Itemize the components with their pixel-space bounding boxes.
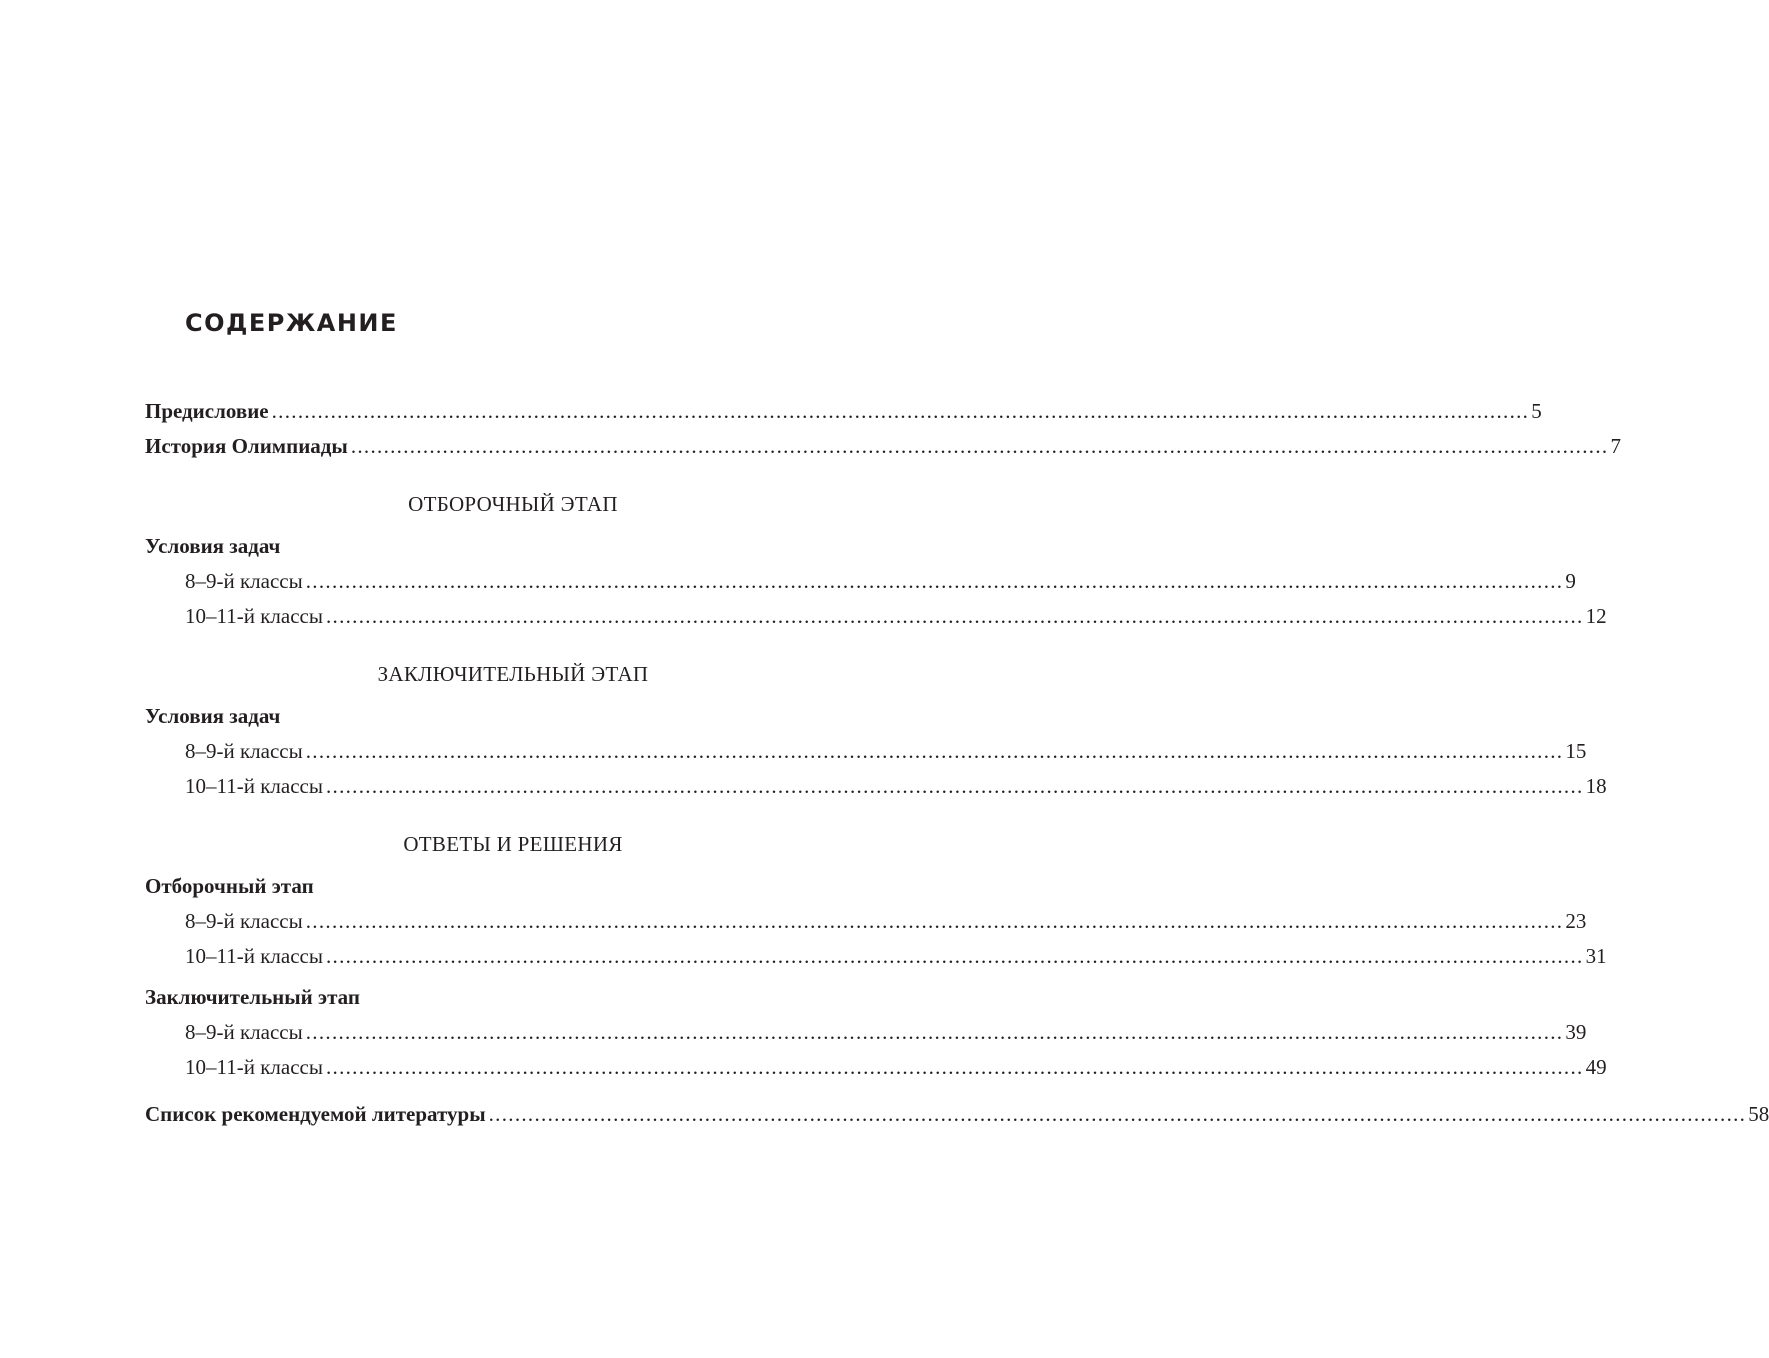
toc-entry[interactable] [185, 941, 1607, 971]
dot-leader: ................................................................................................................................................................................................ [305, 909, 1564, 933]
group-heading-selection-stage: Отборочный этап [145, 874, 314, 898]
toc-entry-label: 10–11-й классы [185, 944, 323, 968]
dot-leader: ................................................................................................................................................................................................ [305, 1020, 1564, 1044]
toc-entry-label: 10–11-й классы [185, 604, 323, 628]
toc-entry-bibliography[interactable] [145, 1099, 1769, 1129]
toc-entry-label: 8–9-й классы [185, 569, 303, 593]
dot-leader: ................................................................................................................................................................................................ [325, 944, 1584, 968]
toc-entry[interactable] [185, 601, 1607, 631]
toc-entry[interactable] [185, 771, 1607, 801]
dot-leader: ................................................................................................................................................................................................ [350, 434, 1609, 458]
toc-page-number: 9 [1565, 569, 1576, 593]
toc-page-number: 18 [1585, 774, 1607, 798]
toc-entry-label: 8–9-й классы [185, 1020, 303, 1044]
toc-page-number: 23 [1565, 909, 1587, 933]
toc-entry[interactable] [185, 1052, 1607, 1082]
dot-leader: ................................................................................................................................................................................................ [271, 399, 1530, 423]
group-heading-problems: Условия задач [145, 534, 281, 558]
toc-page-number: 12 [1585, 604, 1607, 628]
toc-page-number: 5 [1531, 399, 1542, 423]
dot-leader: ................................................................................................................................................................................................ [488, 1102, 1747, 1126]
toc-entry-label: 10–11-й классы [185, 774, 323, 798]
page-title: СОДЕРЖАНИЕ [185, 309, 398, 337]
dot-leader: ................................................................................................................................................................................................ [305, 739, 1564, 763]
section-heading-final: ЗАКЛЮЧИТЕЛЬНЫЙ ЭТАП [377, 662, 649, 686]
toc-entry[interactable] [185, 566, 1576, 596]
toc-entry-label: 8–9-й классы [185, 739, 303, 763]
toc-page-number: 31 [1585, 944, 1607, 968]
toc-entry[interactable] [185, 736, 1587, 766]
toc-page-number: 49 [1585, 1055, 1607, 1079]
toc-page-number: 7 [1610, 434, 1621, 458]
section-heading-answers: ОТВЕТЫ И РЕШЕНИЯ [403, 832, 623, 856]
dot-leader: ................................................................................................................................................................................................ [325, 1055, 1584, 1079]
group-heading-final-stage: Заключительный этап [145, 985, 360, 1009]
toc-entry-label: Предисловие [145, 399, 269, 423]
group-heading-problems: Условия задач [145, 704, 281, 728]
toc-entry-history[interactable] [145, 431, 1621, 461]
toc-page-number: 39 [1565, 1020, 1587, 1044]
toc-entry-preface[interactable] [145, 396, 1542, 426]
dot-leader: ................................................................................................................................................................................................ [305, 569, 1564, 593]
dot-leader: ................................................................................................................................................................................................ [325, 604, 1584, 628]
toc-entry-label: История Олимпиады [145, 434, 348, 458]
toc-entry-label: Список рекомендуемой литературы [145, 1102, 486, 1126]
toc-page-number: 58 [1748, 1102, 1769, 1126]
toc-entry[interactable] [185, 906, 1587, 936]
dot-leader: ................................................................................................................................................................................................ [325, 774, 1584, 798]
toc-page-number: 15 [1565, 739, 1587, 763]
toc-entry-label: 10–11-й классы [185, 1055, 323, 1079]
toc-entry-label: 8–9-й классы [185, 909, 303, 933]
section-heading-selection: ОТБОРОЧНЫЙ ЭТАП [408, 492, 618, 516]
toc-entry[interactable] [185, 1017, 1587, 1047]
